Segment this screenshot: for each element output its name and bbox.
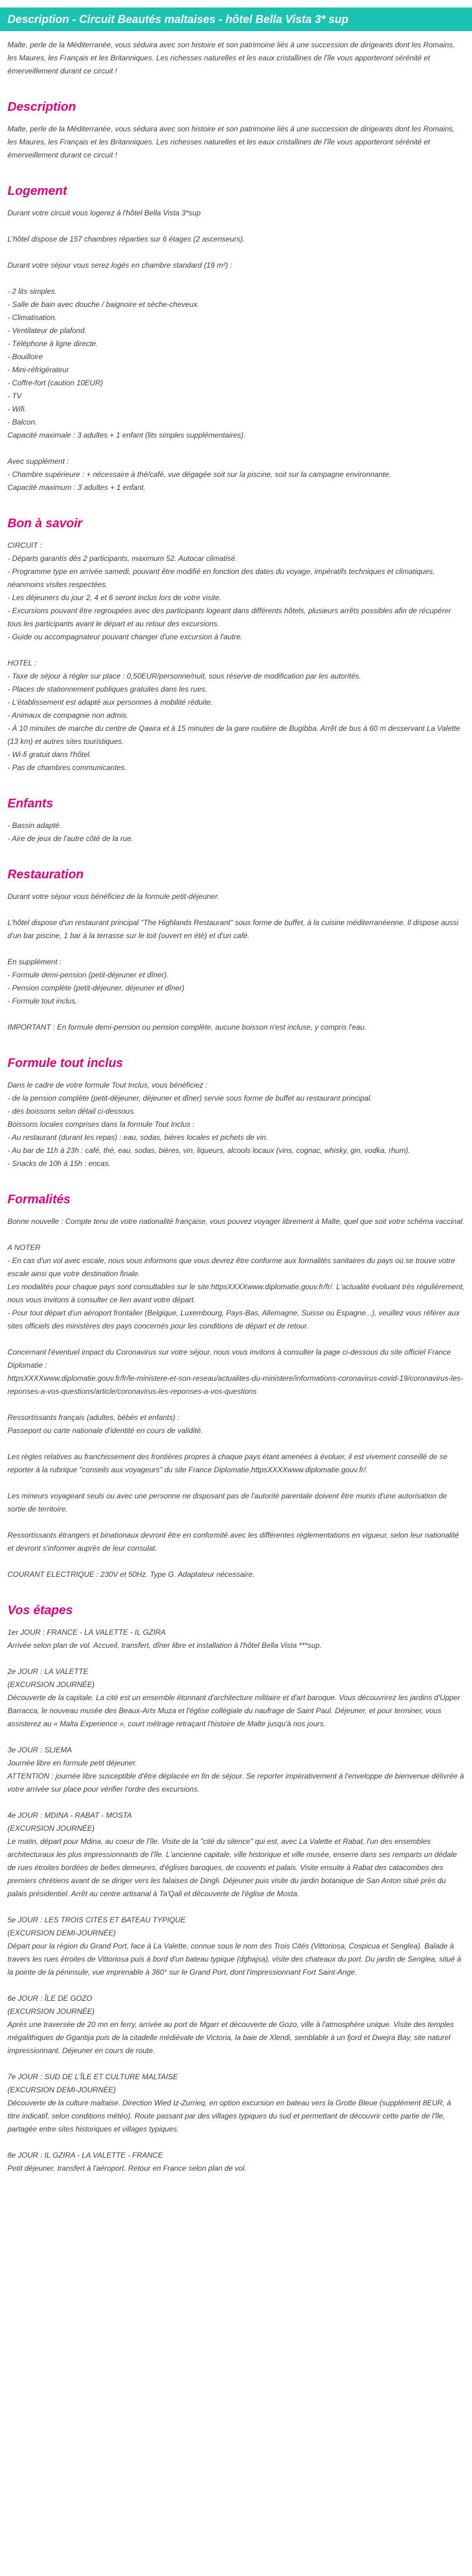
page-title: Description - Circuit Beautés maltaises - hôtel Bella Vista 3* sup: [7, 13, 349, 26]
section-heading-bon-a-savoir: Bon à savoir: [7, 517, 83, 530]
logement-hotel-rooms: L'hôtel dispose de 157 chambres réparties sur 6 étages (2 ascenseurs).: [7, 235, 245, 243]
etape-day-8: 8e JOUR : IL GZIRA - LA VALETTE - FRANCE Petit déjeuner, transfert à l'aéroport. Retour en France selon plan de vol.: [7, 2151, 247, 2173]
formalites-bonne-nouvelle: Bonne nouvelle : Compte tenu de votre nationalité française, vous pouvez voyager librement à Malte, quel que soit votre schéma vaccinal.: [7, 1217, 465, 1226]
etape-day-4: 4e JOUR : MDINA - RABAT - MOSTA (EXCURSION JOURNÉE) Le matin, départ pour Mdina, au coeur de l'île. Visite de la "cité du silence" qui est, avec La Valette et Rabat, l'un des ensembles architecturaux les plus impressionnants de l'île. L'ancienne capitale, ville historique et ville musée, enserre dans ses remparts un dédale de rues étroites bordées de belles demeures, d'églises baroques, de couvents et palais. Visite ensuite à Rabat des catacombes des premiers chrétiens avant de se diriger vers les falaises de Dingli. Déjeuner puis visite du jardin botanique de San Anton situé près du palais présidentiel. Arrêt au centre artisanal à Ta'Qali et découverte de l'église de Mosta.: [7, 1811, 457, 1898]
logement-supplement: Avec supplément : - Chambre supérieure : + nécessaire à thé/café, vue dégagée soit sur la piscine, soit sur la campagne environnante. Capacité maximum : 3 adultes + 1 enfant.: [7, 457, 392, 492]
section-heading-logement: Logement: [7, 184, 67, 198]
etape-day-6: 6e JOUR : ÎLE DE GOZO (EXCURSION JOURNÉE) Après une traversée de 20 mn en ferry, arrivée au port de Mgarr et découverte de Gozo, ville à l'atmosphère unique. Visite des temples mégalithiques de Ggantija puis de la citadelle médiévale de Victoria, la baie de Xlendi, semblable à un fjord et Dwejra Bay, site naturel impressionnant. Déjeuner en cours de route.: [7, 1994, 454, 2055]
restauration-important: IMPORTANT : En formule demi-pension ou pension complète, aucune boisson n'est incluse, y compris l'eau.: [7, 1023, 367, 1032]
formalites-coronavirus: Concernant l'éventuel impact du Coronavirus sur votre séjour, nous vous invitons à consulter la page ci-dessous du site officiel France Diplomatie : httpsXXXXwww.diplomatie.gouv.fr/fr/le-ministere-et-son-reseau/actualites-du-ministere/informations-coronavirus-covid-19/coronavirus-les-reponses-a-vos-questions/article/coronavirus-les-reponses-a-vos-questions: [7, 1348, 463, 1396]
section-description: [7, 99, 465, 162]
formalites-ressortissants-francais: Ressortissants français (adultes, bébés et enfants) : Passeport ou carte nationale d'identité en cours de validité.: [7, 1413, 203, 1435]
section-bon-a-savoir: [7, 515, 465, 774]
description-content: [0, 31, 472, 2175]
bon-a-savoir-hotel: HOTEL : - Taxe de séjour à régler sur place : 0,50EUR/personne/nuit, sous réserve de modification par les autorités. - Places de stationnement publiques gratuites dans les rues. - L'établissement est adapté aux personnes à mobilité réduite. - Animaux de compagnie non admis. - À 10 minutes de marche du centre de Qawra et à 15 minutes de la gare routière de Bugibba. Arrêt de bus à 60 m desservant La Valette (13 km) et autres sites touristiques. - Wi-fi gratuit dans l'hôtel. - Pas de chambres communicantes.: [7, 659, 460, 772]
intro-paragraph: Malte, perle de la Méditerranée, vous séduira avec son histoire et son patrimoine liés à une succession de dirigeants dont les Romains, les Maures, les Français et les Britanniques. Les richesses naturelles et les eaux cristallines de l'île vous apporteront sérénité et émerveillement durant ce circuit !: [7, 40, 455, 75]
page-title-bar: [0, 7, 472, 31]
section-heading-description: Description: [7, 100, 77, 114]
logement-hotel-intro: Durant votre circuit vous logerez à l'hôtel Bella Vista 3*sup: [7, 209, 201, 217]
section-vos-etapes: [7, 1602, 465, 2175]
section-enfants: [7, 796, 465, 845]
enfants-list: - Bassin adapté. - Aire de jeux de l'autre côté de la rue.: [7, 821, 133, 843]
formalites-regles-frontieres: Les règles relatives au franchissement des frontières propres à chaque pays étant amenées à évoluer, il est vivement conseillé de se reporter à la rubrique "conseils aux voyageurs" du site France Diplomatie,httpsXXXXwww.diplomatie.gouv.fr/.: [7, 1452, 448, 1474]
bon-a-savoir-circuit: CIRCUIT : - Départs garantis dès 2 participants, maximum 52. Autocar climatisé. - Programme type en arrivée samedi, pouvant être modifié en fonction des dates du voyage, impératifs techniques et climatiques, néanmoins visites respectées. - Les déjeuners du jour 2, 4 et 6 seront inclus lors de votre visite. - Excursions pouvant être regroupées avec des participants logeant dans différents hôtels, plusieurs arrêts possibles afin de récupérer tous les participants avant le départ et au retour des excursions. - Guide ou accompagnateur pouvant changer d'une excursion à l'autre.: [7, 541, 451, 641]
section-heading-vos-etapes: Vos étapes: [7, 1604, 73, 1617]
section-heading-restauration: Restauration: [7, 868, 84, 881]
logement-room-type: Durant votre séjour vous serez logés en chambre standard (19 m²) :: [7, 261, 232, 270]
description-paragraph: Malte, perle de la Méditerranée, vous séduira avec son histoire et son patrimoine liés à une succession de dirigeants dont les Romains, les Maures, les Français et les Britanniques. Les richesses naturelles et les eaux cristallines de l'île vous apporteront sérénité et émerveillement durant ce circuit !: [7, 125, 455, 159]
etape-day-1: 1er JOUR : FRANCE - LA VALETTE - IL GZIRA Arrivée selon plan de vol. Accueil, transfert, dîner libre et installation à l'hôtel Bella Vista ***sup.: [7, 1628, 322, 1650]
section-restauration: [7, 867, 465, 1034]
section-formule-tout-inclus: [7, 1055, 465, 1170]
restauration-formule: Durant votre séjour vous bénéficiez de la formule petit-déjeuner.: [7, 892, 220, 901]
section-heading-formalites: Formalités: [7, 1193, 71, 1206]
section-heading-enfants: Enfants: [7, 797, 54, 811]
formalites-ressortissants-etrangers: Ressortissants étrangers et binationaux devront être en conformité avec les différentes réglementations en vigueur, selon leur nationalité et devront s'informer auprès de leur consulat.: [7, 1531, 460, 1553]
etape-day-5: 5e JOUR : LES TROIS CITÉS ET BATEAU TYPIQUE (EXCURSION DEMI-JOURNÉE) Départ pour la région du Grand Port, face à La Valette, connue sous le nom des Trois Cités (Vittoriosa, Cospicua et Senglea). Balade à travers les rues étroites de Vittoriosa puis à bord d'un bateau typique (dghajsa), visite des chateaux du port. Du jardin de Senglea, situé à la pointe de la péninsule, vue imprenable à 360° sur le Grand Port, dont l'impressionnant Fort Saint-Ange.: [7, 1916, 461, 1977]
etape-day-7: 7e JOUR : SUD DE L'ÎLE ET CULTURE MALTAISE (EXCURSION DEMI-JOURNÉE) Découverte de la culture maltaise. Direction Wied Iz-Zurrieq, en option excursion en bateau vers la Grotte Bleue (supplément 8EUR, à titre indicatif, selon conditions météo). Route passant par des villages typiques du sud et permettant de découvrir cette partie de l'île, partagée entre sites historiques et villages typiques.: [7, 2072, 451, 2133]
section-formalites: [7, 1192, 465, 1581]
logement-room-amenities-list: - 2 lits simples. - Salle de bain avec douche / baignoire et sèche-cheveux. - Climatisation. - Ventilateur de plafond. - Téléphone à ligne directe. - Bouilloire - Mini-réfrigérateur - Coffre-fort (caution 10EUR) - TV - Wifi. - Balcon. Capacité maximale : 3 adultes + 1 enfant (lits simples supplémentaires).: [7, 287, 246, 440]
etape-day-2: 2e JOUR : LA VALETTE (EXCURSION JOURNÉE) Découverte de la capitale. La cité est un ensemble étonnant d'architecture militaire et d'art baroque. Vous découvrirez les jardins d'Upper Barracca, le nouveau musée des Beaux-Arts Muza et l'église collégiale du naufrage de Saint Paul. Déjeuner, et pour terminer, vous assisterez au « Malta Experience », court métrage retraçant l'histoire de Malte jusqu'à nos jours.: [7, 1667, 460, 1728]
formalites-mineurs: Les mineurs voyageant seuls ou avec une personne ne disposant pas de l'autorité parentale doivent être munis d'une autorisation de sortie de territoire.: [7, 1492, 447, 1513]
section-heading-formule-tout-inclus: Formule tout inclus: [7, 1056, 123, 1070]
formalites-a-noter: A NOTER - En cas d'un vol avec escale, nous vous informons que vous devrez être conforme aux formalités sanitaires du pays où se trouve votre escale ainsi que votre destination finale. Les modalités pour chaque pays sont consultables sur le site:httpsXXXXwww.diplomatie.gouv.fr/fr/. L'actualité évoluant très régulièrement, nous vous invitons à consulter ce lien avant votre départ. - Pour tout départ d'un aéroport frontalier (Belgique, Luxembourg, Pays-Bas, Allemagne, Suisse ou Espagne...), veuillez vous référer aux sites officiels des ministères des pays concernés pour les conditions de départ et de retour.: [7, 1243, 465, 1330]
etape-day-3: 3e JOUR : SLIEMA Journée libre en formule petit déjeuner. ATTENTION : journée libre susceptible d'être déplacée en fin de séjour. Se reporter impérativement à l'enveloppe de bienvenue délivrée à votre arrivée sur place pour vérifier l'ordre des excursions.: [7, 1746, 464, 1793]
section-logement: [7, 183, 465, 494]
restauration-restaurant: L'hôtel dispose d'un restaurant principal "The Highlands Restaurant" sous forme de buffet, à la cuisine méditerranéenne. Il dispose aussi d'un bar piscine, 1 bar à la terrasse sur le toit (ouvert en été) et d'un café.: [7, 918, 459, 940]
formule-tout-inclus-details: Dans le cadre de votre formule Tout Inclus, vous bénéficiez : - de la pension complète (petit-déjeuner, déjeuner et dîner) servie sous forme de buffet au restaurant principal. - des boissons selon détail ci-dessous. Boissons locales comprises dans la formule Tout Inclus : - Au restaurant (durant les repas) : eau, sodas, bières locales et pichets de vin. - Au bar de 11h à 23h : café, thé, eau, sodas, bières, vin, liqueurs, alcools locaux (vins, cognac, whisky, gin, vodka, rhum). - Snacks de 10h à 15h : encas.: [7, 1081, 410, 1168]
restauration-supplement: En supplément : - Formule demi-pension (petit-déjeuner et dîner). - Pension complète (petit-déjeuner, déjeuner et dîner) - Formule tout inclus.: [7, 957, 185, 1005]
formalites-courant-electrique: COURANT ELECTRIQUE : 230V et 50Hz. Type G. Adaptateur nécessaire.: [7, 1570, 255, 1579]
